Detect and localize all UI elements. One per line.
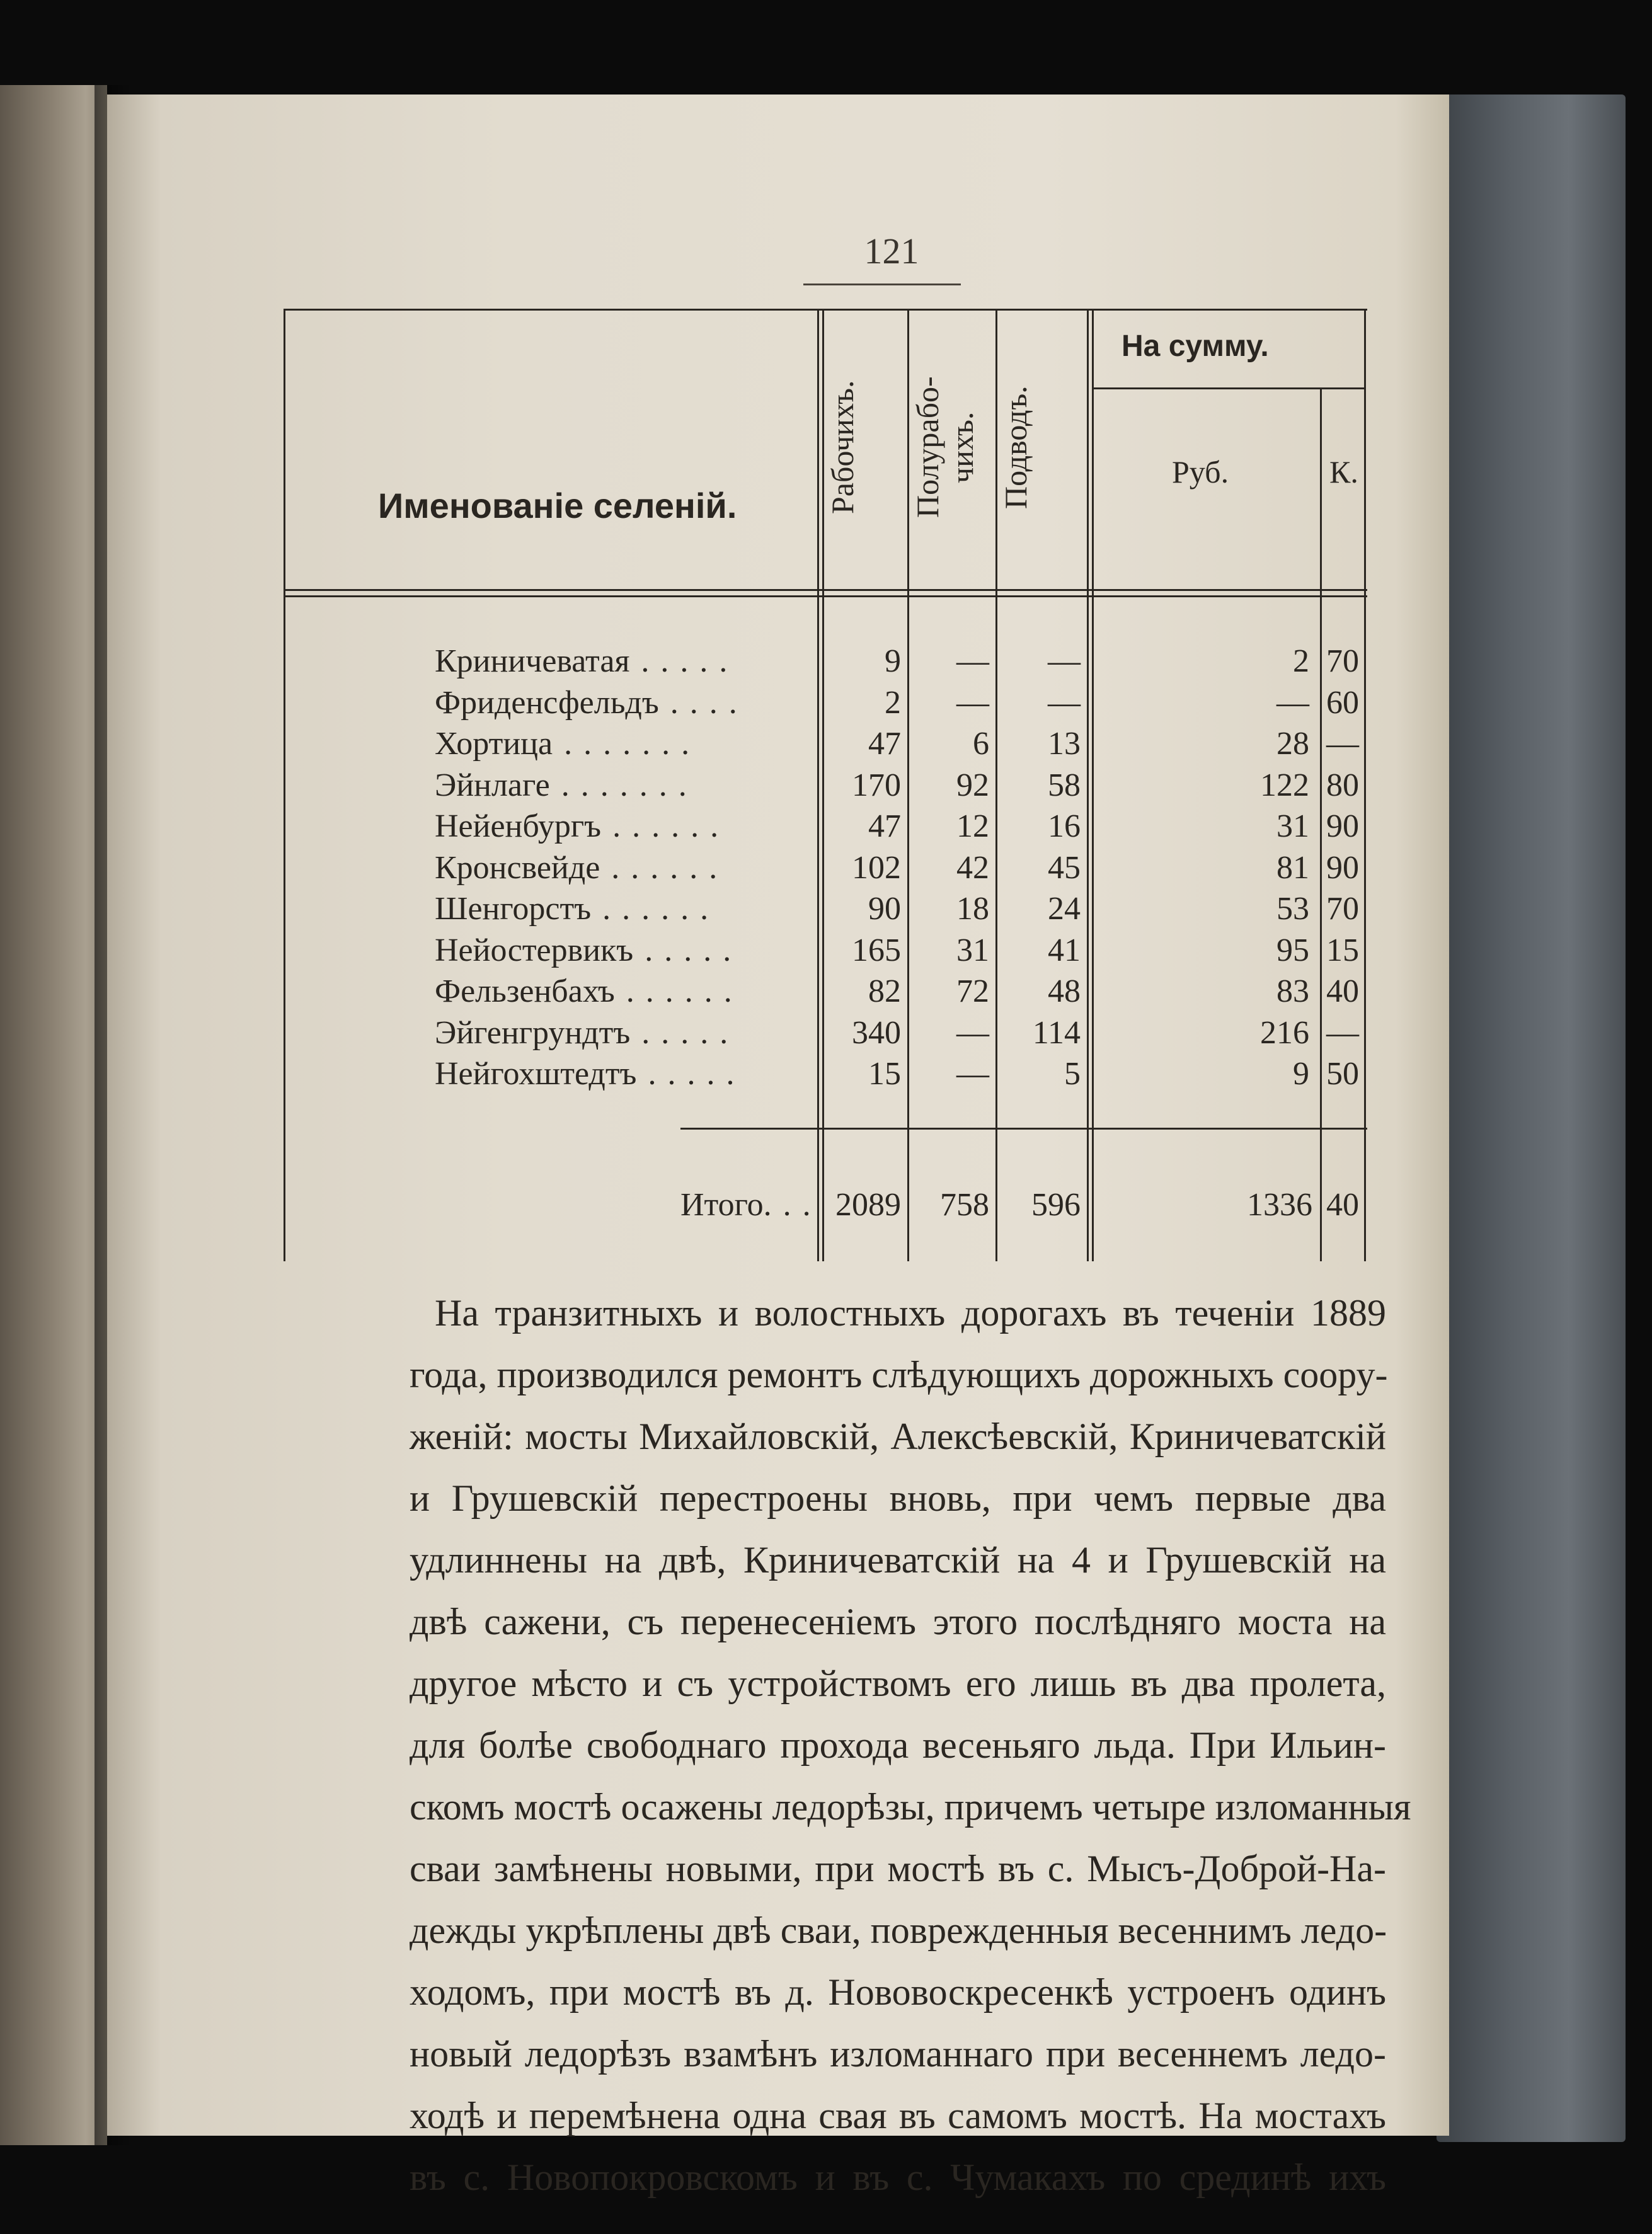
- row-carts: 58: [1048, 767, 1081, 803]
- row-name-text: Криничеватая: [435, 643, 630, 679]
- header-half-workers: [910, 315, 992, 580]
- row-carts: 16: [1048, 808, 1081, 844]
- row-rub: 216: [1260, 1014, 1309, 1051]
- total-label-text: Итого.: [680, 1187, 772, 1223]
- total-carts: 596: [1031, 1187, 1081, 1223]
- row-kop: 50: [1326, 1056, 1359, 1092]
- row-name-text: Шенгорстъ: [435, 891, 592, 927]
- total-label: [680, 1184, 822, 1225]
- row-workers: 102: [852, 849, 901, 886]
- header-bottom-rule-double: [284, 595, 1367, 597]
- row-half-workers: —: [956, 643, 989, 679]
- row-half-workers: 18: [956, 891, 989, 927]
- row-carts: 48: [1048, 973, 1081, 1009]
- row-half-workers: 12: [956, 808, 989, 844]
- row-carts: —: [1048, 643, 1081, 679]
- row-name-text: Нейенбургъ: [435, 808, 602, 844]
- col-rule-kop-head: [1320, 387, 1322, 501]
- table-top-rule: [284, 309, 1367, 311]
- text-line: въ с. Новопокровскомъ и въ с. Чумакахъ по срединѣ ихъ: [410, 2157, 1386, 2198]
- row-kop: 40: [1326, 973, 1359, 1009]
- table-row: [284, 641, 1367, 682]
- row-settlement-name: [435, 847, 851, 888]
- row-leader-dots: ......: [611, 849, 729, 886]
- row-rub: 53: [1276, 891, 1309, 927]
- row-workers: 170: [852, 767, 901, 803]
- row-settlement-name: [435, 888, 851, 929]
- total-label-dots: ..: [783, 1187, 822, 1223]
- row-name-text: Эйгенгрундтъ: [435, 1014, 631, 1051]
- row-rub: 83: [1276, 973, 1309, 1009]
- text-line: ходѣ и перемѣнена одна свая въ самомъ мостѣ. На мостахъ: [410, 2095, 1386, 2136]
- body-text: [410, 1282, 1411, 2208]
- header-carts: Подводъ.: [998, 386, 1033, 509]
- row-rub: 122: [1260, 767, 1309, 803]
- left-page-edge: [0, 85, 107, 2145]
- table-row: [284, 847, 1367, 888]
- row-carts: 41: [1048, 932, 1081, 968]
- row-workers: 15: [868, 1056, 901, 1092]
- row-rub: —: [1276, 684, 1309, 721]
- row-kop: —: [1326, 1014, 1359, 1051]
- text-line: двѣ сажени, съ перенесеніемъ этого послѣдняго моста на: [410, 1601, 1386, 1642]
- row-carts: 5: [1064, 1056, 1081, 1092]
- row-half-workers: —: [956, 684, 989, 721]
- row-name-text: Хортица: [435, 726, 553, 762]
- row-rub: 28: [1276, 726, 1309, 762]
- header-workers: Рабочихъ.: [825, 380, 860, 515]
- table-row: [284, 1053, 1367, 1094]
- total-top-rule: [680, 1128, 1367, 1130]
- row-settlement-name: [435, 806, 851, 847]
- row-workers: 47: [868, 726, 901, 762]
- row-carts: 24: [1048, 891, 1081, 927]
- settlement-table: [284, 309, 1367, 1261]
- row-half-workers: —: [956, 1056, 989, 1092]
- text-line: На транзитныхъ и волостныхъ дорогахъ въ теченіи 1889: [435, 1292, 1386, 1334]
- text-line: сваи замѣнены новыми, при мостѣ въ с. Мысъ-Доброй-На-: [410, 1848, 1386, 1889]
- row-workers: 47: [868, 808, 901, 844]
- text-line: новый ледорѣзъ взамѣнъ изломаннаго при весеннемъ ледо-: [410, 2033, 1386, 2075]
- row-settlement-name: [435, 930, 851, 971]
- total-workers: 2089: [835, 1187, 901, 1223]
- row-half-workers: 72: [956, 973, 989, 1009]
- page-number-rule: [803, 284, 961, 285]
- row-half-workers: —: [956, 1014, 989, 1051]
- row-half-workers: 42: [956, 849, 989, 886]
- table-row: [284, 682, 1367, 723]
- row-name-text: Кронсвейде: [435, 849, 600, 886]
- row-kop: 15: [1326, 932, 1359, 968]
- row-leader-dots: .......: [561, 767, 698, 803]
- text-line: другое мѣсто и съ устройствомъ его лишь въ два пролета,: [410, 1663, 1386, 1704]
- row-rub: 31: [1276, 808, 1309, 844]
- row-carts: 13: [1048, 726, 1081, 762]
- row-leader-dots: .......: [564, 726, 701, 762]
- table-row: [284, 806, 1367, 847]
- table-row: [284, 888, 1367, 929]
- row-workers: 9: [885, 643, 901, 679]
- header-half-workers-line1: Полурабо-: [910, 376, 945, 518]
- row-name-text: Нейостервикъ: [435, 932, 634, 968]
- row-rub: 2: [1293, 643, 1309, 679]
- row-settlement-name: [435, 971, 851, 1012]
- row-half-workers: 6: [973, 726, 989, 762]
- book-page: [107, 95, 1449, 2198]
- row-kop: 70: [1326, 643, 1359, 679]
- row-workers: 90: [868, 891, 901, 927]
- row-carts: 114: [1032, 1014, 1081, 1051]
- row-leader-dots: .....: [645, 932, 743, 968]
- row-half-workers: 31: [956, 932, 989, 968]
- row-settlement-name: [435, 765, 851, 806]
- header-bottom-rule: [284, 589, 1367, 591]
- row-settlement-name: [435, 682, 851, 723]
- table-row: [284, 1012, 1367, 1053]
- row-leader-dots: .....: [641, 1014, 740, 1051]
- header-rub: Руб.: [1172, 454, 1229, 490]
- row-leader-dots: .....: [648, 1056, 746, 1092]
- text-line: и Грушевскій перестроены вновь, при чемъ первые два: [410, 1477, 1386, 1519]
- row-workers: 340: [852, 1014, 901, 1051]
- row-settlement-name: [435, 641, 851, 682]
- row-carts: —: [1048, 684, 1081, 721]
- header-kop: К.: [1329, 454, 1358, 490]
- row-settlement-name: [435, 1012, 851, 1053]
- row-leader-dots: .....: [641, 643, 739, 679]
- total-rub: 1336: [1247, 1187, 1312, 1223]
- row-kop: 90: [1326, 808, 1359, 844]
- row-kop: 80: [1326, 767, 1359, 803]
- row-leader-dots: ......: [626, 973, 743, 1009]
- header-settlement-name: Именованіе селеній.: [378, 486, 737, 525]
- total-kop: 40: [1326, 1187, 1359, 1223]
- row-workers: 82: [868, 973, 901, 1009]
- row-leader-dots: ....: [670, 684, 749, 721]
- text-line: дежды укрѣплены двѣ сваи, поврежденныя весеннимъ ледо-: [410, 1910, 1387, 1951]
- table-row: [284, 723, 1367, 764]
- row-settlement-name: [435, 723, 851, 764]
- text-line: скомъ мостѣ осажены ледорѣзы, причемъ четыре изломанныя: [410, 1786, 1411, 1828]
- book-cover-board: [1437, 95, 1626, 2142]
- text-line: женій: мосты Михайловскій, Алексѣевскій, Криничеватскій: [410, 1416, 1386, 1457]
- table-row: [284, 971, 1367, 1012]
- row-carts: 45: [1048, 849, 1081, 886]
- row-settlement-name: [435, 1053, 851, 1094]
- row-workers: 165: [852, 932, 901, 968]
- total-half: 758: [940, 1187, 989, 1223]
- row-rub: 9: [1293, 1056, 1309, 1092]
- table-row: [284, 930, 1367, 971]
- text-line: удлиннены на двѣ, Криничеватскій на 4 и Грушевскій на: [410, 1539, 1386, 1581]
- row-name-text: Фельзенбахъ: [435, 973, 615, 1009]
- text-line: ходомъ, при мостѣ въ д. Нововоскресенкѣ устроенъ одинъ: [410, 1971, 1386, 2013]
- table-row: [284, 765, 1367, 806]
- row-rub: 95: [1276, 932, 1309, 968]
- row-workers: 2: [885, 684, 901, 721]
- header-sum: На сумму.: [1121, 329, 1269, 363]
- page-number: 121: [864, 231, 919, 272]
- row-kop: 70: [1326, 891, 1359, 927]
- header-half-workers-line2: чихъ.: [944, 411, 980, 483]
- row-kop: —: [1326, 726, 1359, 762]
- text-line: года, производился ремонтъ слѣдующихъ дорожныхъ соору-: [410, 1354, 1388, 1395]
- table-total-row: [284, 1184, 1367, 1225]
- text-line: для болѣе свободнаго прохода весеньяго льда. При Ильин-: [410, 1724, 1386, 1766]
- row-name-text: Эйнлаге: [435, 767, 550, 803]
- row-kop: 90: [1326, 849, 1359, 886]
- row-kop: 60: [1326, 684, 1359, 721]
- sum-subhead-rule: [1092, 387, 1364, 389]
- row-leader-dots: ......: [602, 891, 720, 927]
- row-name-text: Нейгохштедтъ: [435, 1056, 637, 1092]
- row-half-workers: 92: [956, 767, 989, 803]
- row-name-text: Фриденсфельдъ: [435, 684, 659, 721]
- row-rub: 81: [1276, 849, 1309, 886]
- row-leader-dots: ......: [612, 808, 730, 844]
